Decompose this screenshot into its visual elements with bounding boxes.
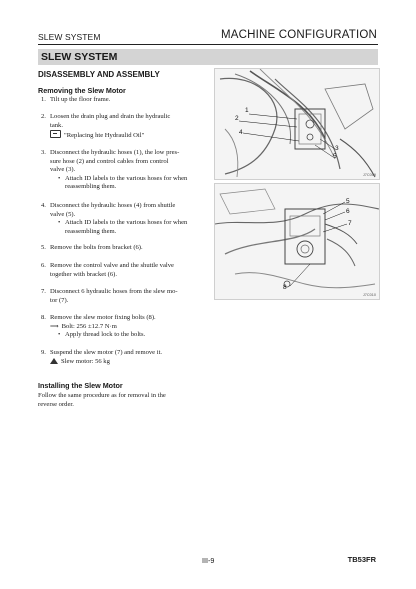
step-4 <box>38 202 201 236</box>
step-text: sure hose (2) and control cables from control <box>50 157 169 165</box>
callout-2: 2 <box>235 115 239 122</box>
page-number: III-9 <box>202 556 215 565</box>
step-number: 4. <box>41 202 46 209</box>
step-number: 7. <box>41 288 46 295</box>
step-text: Disconnect 6 hydraulic hoses from the slew mo- <box>50 288 178 295</box>
step-3 <box>38 149 201 192</box>
step-7 <box>38 288 201 305</box>
header-rule <box>38 44 378 45</box>
step-number: 9. <box>41 349 46 356</box>
callout-6: 6 <box>346 208 350 215</box>
step-text: Disconnect the hydraulic hoses (4) from shuttle <box>50 202 176 209</box>
step-text: Tilt up the floor frame. <box>50 96 111 103</box>
step-number: 1. <box>41 96 46 103</box>
step-number: 8. <box>41 314 46 321</box>
step-text: valve (3). <box>50 166 76 174</box>
torque-value: Bolt: 256 ±12.7 N·m <box>61 322 117 330</box>
figure-2-code: J7C010 <box>362 293 376 297</box>
wrench-icon: ⟹ <box>50 323 59 330</box>
weight-icon <box>50 358 58 364</box>
step-text: Remove the slew motor fixing bolts (8). <box>50 314 156 321</box>
step-text: Remove the control valve and the shuttle valve <box>50 262 174 269</box>
step-2 <box>38 113 201 141</box>
step-number: 2. <box>41 113 46 120</box>
bullet-dot-icon: • <box>58 331 61 339</box>
step-text: valve (5). <box>50 210 76 218</box>
step-number: 6. <box>41 262 46 269</box>
callout-1: 1 <box>245 107 249 114</box>
header-section-title: SLEW SYSTEM <box>38 32 101 42</box>
step-text: Suspend the slew motor (7) and remove it. <box>50 349 163 356</box>
figure-2-illustration <box>215 184 379 299</box>
bullet-item: • Attach ID labels to the various hoses for when reassembling them. <box>58 174 188 191</box>
callout-4: 4 <box>239 129 243 136</box>
step-text: Loosen the drain plug and drain the hydraulic <box>50 113 171 120</box>
removing-title: Removing the Slew Motor <box>38 86 126 95</box>
bullet-dot-icon: • <box>58 174 61 182</box>
figure-1-hydraulic-hoses-photo <box>214 68 380 180</box>
book-reference-icon <box>50 130 61 138</box>
step-5 <box>38 244 201 253</box>
reference-text: "Replacing hte Hydraulid Oil" <box>64 132 145 140</box>
step-8 <box>38 314 201 340</box>
step-number: 3. <box>41 149 46 156</box>
step-1 <box>38 96 201 105</box>
weight-value: Slew motor: 56 kg <box>61 357 110 365</box>
bullet-dot-icon: • <box>58 219 61 227</box>
step-text: tor (7). <box>50 296 69 304</box>
bullet-item: • Attach ID labels to the various hoses for when reassembling them. <box>58 219 188 235</box>
callout-5: 5 <box>346 198 350 205</box>
figure-2-slew-motor-photo <box>214 183 380 300</box>
header-chapter-title: MACHINE CONFIGURATION <box>220 29 377 41</box>
subsection-title: DISASSEMBLY AND ASSEMBLY <box>38 70 160 79</box>
callout-5: 5 <box>333 153 337 160</box>
step-text: Disconnect the hydraulic hoses (1), the low pres- <box>50 149 180 156</box>
callout-8: 8 <box>283 284 287 291</box>
model-code: TB53FR <box>347 555 376 564</box>
callout-7: 7 <box>348 220 352 227</box>
step-9 <box>38 349 201 366</box>
weight-line <box>50 358 201 367</box>
figure-1-code: J7C009 <box>362 173 376 177</box>
step-text: Remove the bolts from bracket (6). <box>50 244 143 251</box>
step-text: tank. <box>50 121 64 129</box>
installing-title: Installing the Slew Motor <box>38 381 123 390</box>
step-text: together with bracket (6). <box>50 270 118 278</box>
bullet-item: • Apply thread lock to the bolts. <box>58 331 146 339</box>
torque-line <box>50 323 201 332</box>
figure-1-illustration <box>215 69 379 179</box>
callout-3: 3 <box>335 145 339 152</box>
step-number: 5. <box>41 244 46 251</box>
installing-paragraph: Follow the same procedure as for removal in the reverse order. <box>38 392 166 408</box>
section-title-bar: SLEW SYSTEM <box>38 49 378 65</box>
reference-line <box>50 130 201 141</box>
step-6 <box>38 262 201 279</box>
